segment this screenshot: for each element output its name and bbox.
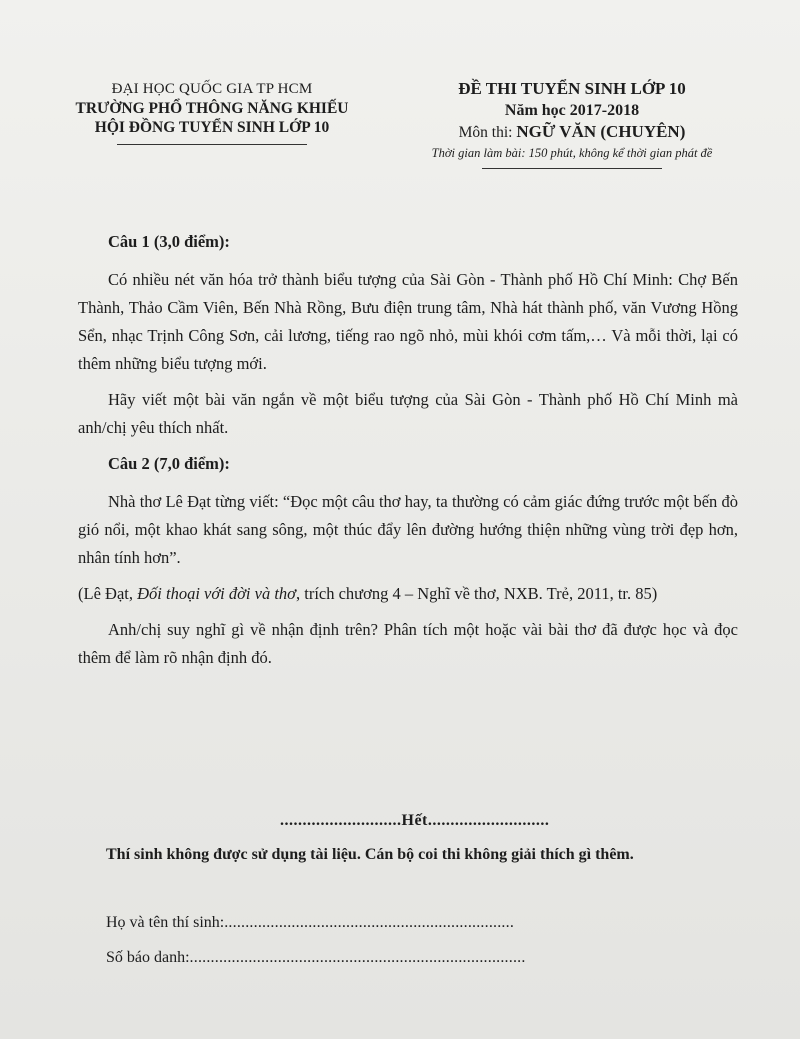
question-2-quote: Nhà thơ Lê Đạt từng viết: “Đọc một câu thơ hay, ta thường có cảm giác đứng trước một bến đò gió nổi, một khao khát sang sông, một thúc đẩy lên đường hướng thiện những vùng trời đẹp hơn, nhân tính hơn”. — [78, 492, 738, 567]
candidate-name-label: Họ và tên thí sinh: — [106, 914, 225, 931]
candidate-id-label: Số báo danh: — [106, 949, 190, 966]
citation-author: (Lê Đạt, — [78, 584, 138, 603]
question-2-prompt: Anh/chị suy nghĩ gì về nhận định trên? Phân tích một hoặc vài bài thơ đã được học và đọc thêm để làm rõ nhận định đó. — [78, 620, 738, 667]
exam-subject — [372, 121, 772, 144]
university-name: ĐẠI HỌC QUỐC GIA TP HCM — [111, 81, 313, 97]
candidate-name-field — [106, 914, 514, 932]
candidate-name-blank: ..................................................................... — [224, 914, 515, 931]
candidate-id-field — [106, 949, 526, 967]
time-note: Thời gian làm bài: 150 phút, không kể thời gian phát đề — [431, 146, 713, 160]
subject-label: Môn thi: — [458, 124, 513, 141]
exam-header-underline — [482, 168, 662, 169]
exam-title: ĐỀ THI TUYỂN SINH LỚP 10 — [458, 79, 686, 98]
question-1-title: Câu 1 (3,0 điểm): — [108, 232, 230, 251]
issuer-underline — [117, 144, 307, 145]
candidate-id-blank: ................................................................................ — [189, 949, 526, 966]
exam-header — [372, 78, 772, 169]
citation-book-title: Đối thoại với đời và thơ — [137, 584, 296, 603]
exam-body — [78, 228, 738, 680]
school-year: Năm học 2017-2018 — [504, 102, 640, 119]
question-1-context: Có nhiều nét văn hóa trở thành biểu tượng của Sài Gòn - Thành phố Hồ Chí Minh: Chợ Bến Thành, Thảo Cầm Viên, Bến Nhà Rồng, Bưu điện trung tâm, Nhà hát thành phố, văn Vương Hồng Sển, nhạc Trịnh Công Sơn, cải lương, tiếng rao ngõ nhỏ, mùi khói cơm tấm,… Và mỗi thời, lại có thêm những biểu tượng mới. — [78, 270, 738, 373]
school-name: TRƯỜNG PHỔ THÔNG NĂNG KHIẾU — [75, 100, 349, 117]
end-marker: ...........................Hết........................... — [280, 812, 550, 829]
issuer-header — [62, 80, 362, 145]
question-2-title: Câu 2 (7,0 điểm): — [108, 454, 230, 473]
question-2-citation — [78, 580, 738, 608]
exam-rules-note: Thí sinh không được sử dụng tài liệu. Cán bộ coi thi không giải thích gì thêm. — [106, 846, 634, 863]
citation-source: , trích chương 4 – Nghĩ về thơ, NXB. Trẻ, 2011, tr. 85) — [295, 584, 658, 603]
question-1-prompt: Hãy viết một bài văn ngắn về một biểu tượng của Sài Gòn - Thành phố Hồ Chí Minh mà anh/chị yêu thích nhất. — [78, 390, 738, 437]
subject-name: NGỮ VĂN (CHUYÊN) — [516, 122, 686, 141]
council-name: HỘI ĐỒNG TUYỂN SINH LỚP 10 — [94, 119, 330, 136]
